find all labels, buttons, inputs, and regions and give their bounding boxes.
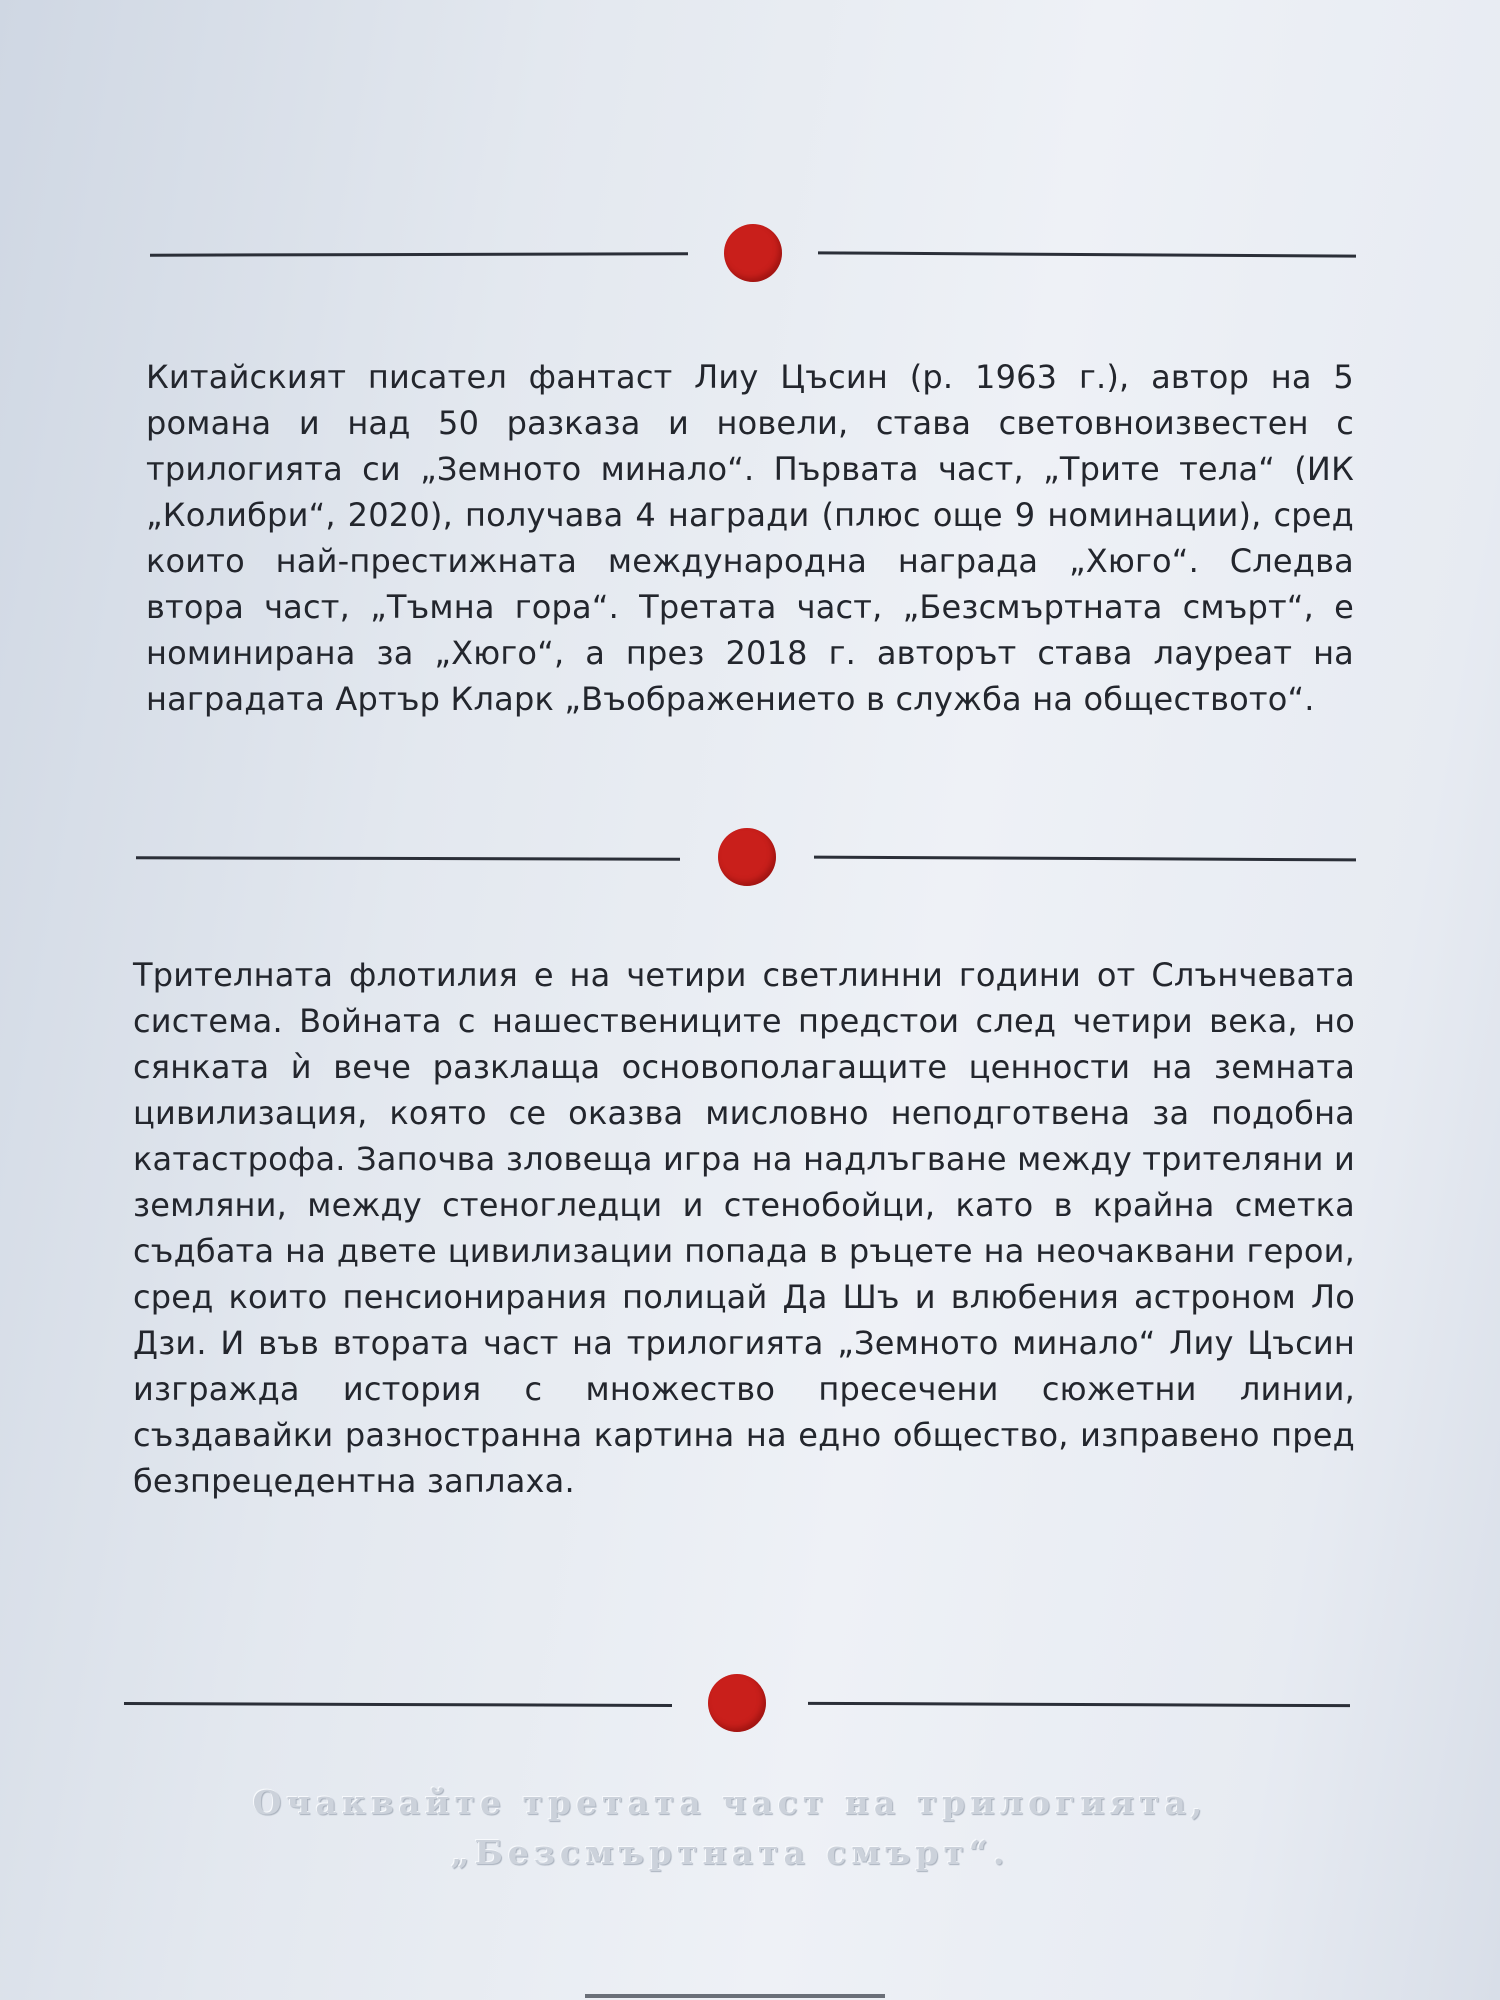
divider-line-right [808, 1702, 1350, 1707]
red-dot-ornament [724, 224, 782, 282]
next-volume-announcement [130, 1778, 1330, 1878]
divider-line-left [150, 252, 688, 256]
announcement-line-2: „Безсмъртната смърт“. [450, 1833, 1010, 1872]
section-divider-top [150, 224, 1356, 284]
divider-line-left [136, 856, 680, 860]
divider-line-left [124, 1702, 672, 1707]
section-divider-middle [136, 828, 1356, 888]
section-divider-bottom [124, 1674, 1350, 1734]
divider-line-right [814, 856, 1356, 862]
red-dot-ornament [718, 828, 776, 886]
red-dot-ornament [708, 1674, 766, 1732]
synopsis-paragraph: Трителната флотилия е на четири светлинни години от Слънчевата система. Войната с нашествениците предстои след четири века, но сянката ѝ вече разклаща основополагащите ценности на земната цивилизация, която се оказва мисловно неподготвена за подобна катастрофа. Започва зловеща игра на надлъгване между трителяни и земляни, между стеногледци и стенобойци, като в крайна сметка съдбата на двете цивилизации попада в ръцете на неочаквани герои, сред които пенсионирания полицай Да Шъ и влюбения астроном Ло Дзи. И във втората част на трилогията „Земното минало“ Лиу Цъсин изгражда история с множество пресечени сюжетни линии, създавайки разностранна картина на едно общество, изправено пред безпрецедентна заплаха. [133, 956, 1355, 1500]
barcode-box-edge [585, 1994, 885, 1998]
divider-line-right [818, 251, 1356, 257]
announcement-line-1: Очаквайте третата част на трилогията, [252, 1783, 1208, 1822]
author-bio-paragraph: Китайският писател фантаст Лиу Цъсин (р. 1963 г.), автор на 5 романа и над 50 разказа и новели, става световноизвестен с трилогията си „Земното минало“. Първата част, „Трите тела“ (ИК „Колибри“, 2020), получава 4 награди (плюс още 9 номинации), сред които най-престижната международна награда „Хюго“. Следва втора част, „Тъмна гора“. Третата част, „Безсмъртната смърт“, е номинирана за „Хюго“, а през 2018 г. авторът става лауреат на наградата Артър Кларк „Въображението в служба на обществото“. [146, 358, 1354, 718]
